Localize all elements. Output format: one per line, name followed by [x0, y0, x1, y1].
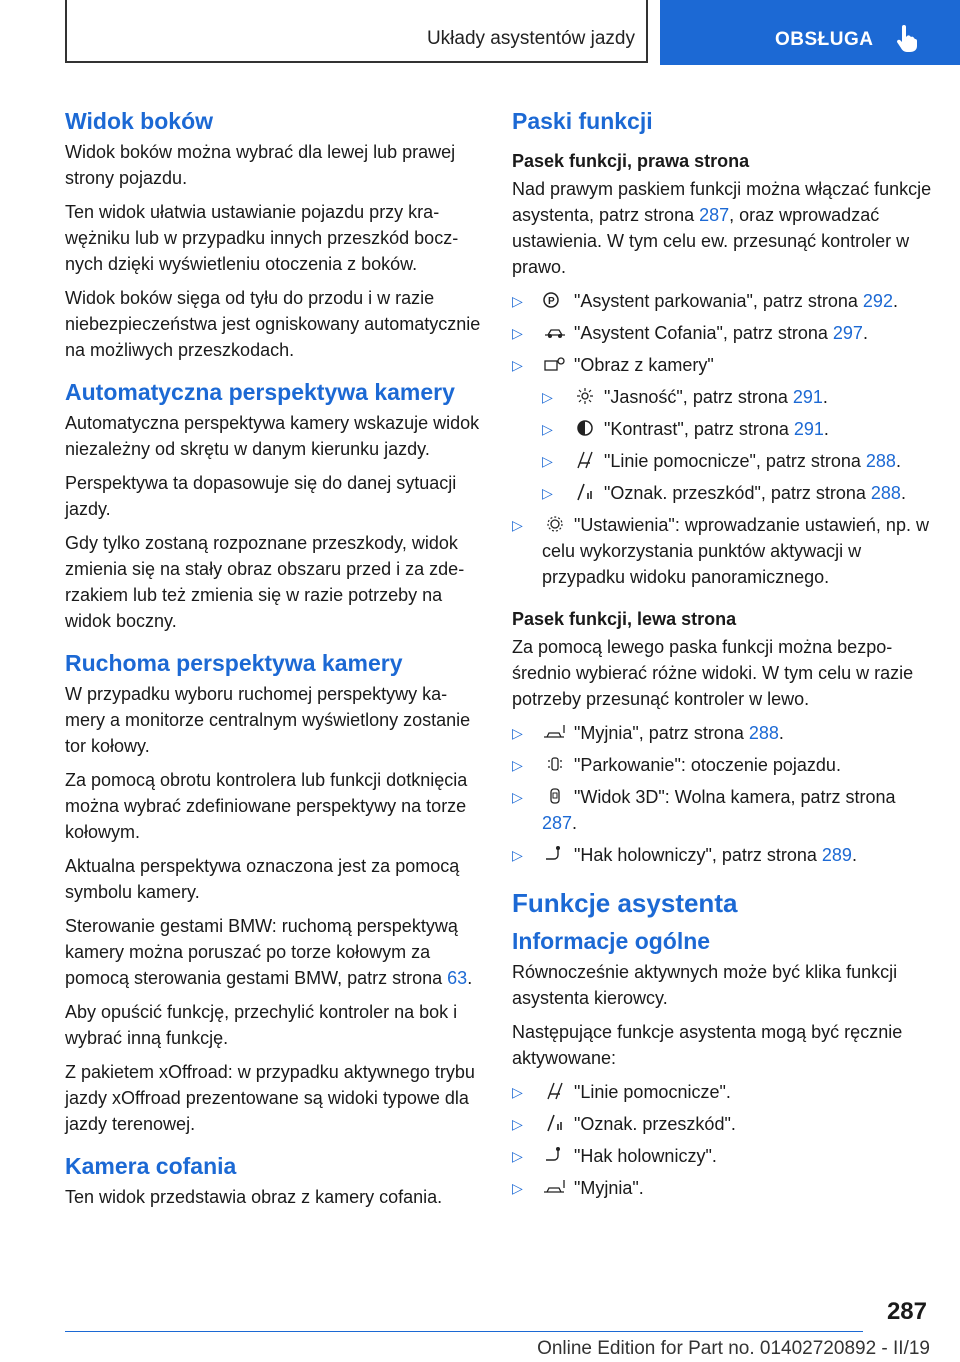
- text: .: [467, 968, 473, 988]
- text: "Obraz z kamery": [574, 355, 714, 375]
- heading-function-bars: Paski funkcji: [512, 108, 653, 134]
- page-link[interactable]: 291: [793, 419, 824, 439]
- bullet-triangle-icon: ▷: [512, 789, 523, 805]
- paragraph: Ten widok ułatwia ustawianie pojazdu przy krawężniku lub w przypadku innych przeszkód bocznych dzięki wyświetleniu otoczenia z boków.: [65, 202, 459, 274]
- text: "Jasność", patrz strona: [604, 387, 793, 407]
- paragraph: Gdy tylko zostaną rozpoznane przeszkody, widok zmienia się na stały obraz obszaru przed i za zderzakiem lub też zmienia się w razie potrzeby na widok boczny.: [65, 533, 465, 631]
- text: "Oznak. przeszkód".: [574, 1114, 736, 1134]
- page-link[interactable]: 297: [832, 323, 863, 343]
- list-item: ▷ "Jasność", patrz strona 291.: [542, 384, 932, 410]
- bullet-triangle-icon: ▷: [512, 1084, 523, 1100]
- text: "Ustawienia": wprowadzanie ustawień, np. w celu wykorzystania punktów aktywacji w przypadku widoku panoramicznego.: [542, 515, 929, 587]
- text: "Kontrast", patrz strona: [604, 419, 794, 439]
- page-link[interactable]: 288: [865, 451, 896, 471]
- parking-view-icon: [542, 754, 568, 772]
- paragraph: Równocześnie aktywnych może być klika funkcji asystenta kierowcy.: [512, 962, 898, 1008]
- text: "Linie pomocnicze".: [574, 1082, 731, 1102]
- list-item: ▷ "Widok 3D": Wolna kamera, patrz strona 287.: [512, 784, 932, 836]
- paragraph: Widok boków sięga od tyłu do przodu i w razie niebezpieczeństwa jest ogniskowany automatycznie na możliwych przeszkodach.: [65, 288, 481, 360]
- subheading-left-bar: Pasek funkcji, lewa strona: [512, 609, 737, 629]
- left-column: [65, 100, 481, 1218]
- paragraph: [512, 176, 932, 280]
- list-item: [512, 1111, 932, 1137]
- text: "Hak holowniczy", patrz strona: [574, 845, 822, 865]
- chapter-tab-label: OBSŁUGA: [775, 29, 874, 50]
- guide-lines-icon: [572, 450, 598, 468]
- list-item: ▷ "Linie pomocnicze", patrz strona 288.: [542, 448, 932, 474]
- paragraph: Ten widok przedstawia obraz z kamery cofania.: [65, 1187, 443, 1207]
- heading-general-info: Informacje ogólne: [512, 928, 711, 954]
- text: "Myjnia".: [574, 1178, 644, 1198]
- list-item: [512, 1175, 932, 1201]
- contrast-icon: [572, 418, 598, 436]
- list-item: ▷ P "Asystent parkowania", patrz strona 292.: [512, 288, 932, 314]
- list-item: ▷ "Oznak. przeszkód", patrz strona 288.: [542, 480, 932, 506]
- paragraph: Z pakietem xOffroad: w przypadku aktywnego trybu jazdy xOffroad prezentowane są widoki typowe dla jazdy terenowej.: [65, 1062, 475, 1134]
- page-link[interactable]: 289: [821, 845, 852, 865]
- list-item: [512, 512, 932, 590]
- section-title: Układy asystentów jazdy: [426, 28, 635, 49]
- hand-pointer-icon: [895, 25, 919, 53]
- bullet-triangle-icon: ▷: [542, 453, 553, 469]
- paragraph: Aby opuścić funkcję, przechylić kontroler na bok i wybrać inną funkcję.: [65, 1002, 458, 1048]
- obstacle-marking-icon: [572, 482, 598, 500]
- text: "Linie pomocnicze", patrz strona: [604, 451, 866, 471]
- bullet-triangle-icon: ▷: [512, 1180, 523, 1196]
- text: "Oznak. przeszkód", patrz strona: [604, 483, 871, 503]
- paragraph: Perspektywa ta dopasowuje się do danej sytuacji jazdy.: [65, 473, 457, 519]
- camera-image-icon: [542, 354, 568, 372]
- brightness-icon: [572, 386, 598, 404]
- bullet-triangle-icon: ▷: [512, 725, 523, 741]
- right-column: [512, 100, 932, 1207]
- edition-footer: Online Edition for Part no. 01402720892 - II/19: [537, 1338, 930, 1359]
- bullet-triangle-icon: ▷: [512, 357, 523, 373]
- text: "Myjnia", patrz strona: [574, 723, 749, 743]
- text: "Hak holowniczy".: [574, 1146, 717, 1166]
- car-wash-icon: [542, 722, 568, 740]
- text: "Asystent parkowania", patrz strona: [574, 291, 863, 311]
- paragraph: [65, 913, 481, 991]
- settings-gear-icon: [542, 514, 568, 532]
- car-wash-icon: [542, 1177, 568, 1195]
- list-item: [512, 752, 932, 778]
- obstacle-marking-icon: [542, 1113, 568, 1131]
- heading-moving-perspective: Ruchoma perspektywa kamery: [65, 650, 403, 676]
- page-number: 287: [886, 1298, 927, 1325]
- page-link[interactable]: 63: [447, 968, 468, 988]
- list-item: ▷ "Myjnia", patrz strona 288.: [512, 720, 932, 746]
- bullet-triangle-icon: ▷: [512, 517, 523, 533]
- text: "Widok 3D": Wolna kamera, patrz strona: [574, 787, 896, 807]
- list-item: ▷ "Asystent Cofania", patrz strona 297.: [512, 320, 932, 346]
- text: "Asystent Cofania", patrz strona: [574, 323, 833, 343]
- paragraph: Za pomocą obrotu kontrolera lub funkcji dotknięcia można wybrać zdefiniowane perspektywy na torze kołowym.: [65, 770, 468, 842]
- heading-rear-camera: Kamera cofania: [65, 1153, 237, 1179]
- paragraph: W przypadku wyboru ruchomej perspektywy kamery a monitorze centralnym wyświetlony zostanie tor kołowy.: [65, 684, 471, 756]
- tow-hitch-icon: [542, 844, 568, 862]
- page-link[interactable]: 287: [542, 813, 573, 833]
- tow-hitch-icon: [542, 1145, 568, 1163]
- heading-side-view: Widok boków: [65, 108, 214, 134]
- heading-auto-perspective: Automatyczna perspektywa kamery: [65, 379, 455, 405]
- paragraph: Aktualna perspektywa oznaczona jest za pomocą symbolu kamery.: [65, 856, 460, 902]
- text: "Parkowanie": otoczenie pojazdu.: [574, 755, 841, 775]
- bullet-triangle-icon: ▷: [542, 389, 553, 405]
- bullet-triangle-icon: ▷: [512, 325, 523, 341]
- paragraph: Automatyczna perspektywa kamery wskazuje widok niezależny od skrętu w danym kierunku jazdy.: [65, 413, 480, 459]
- list-item: [512, 1143, 932, 1169]
- text: , oraz wprowadzać ustawienia. W tym celu ew. przesunąć kontroler w prawo.: [512, 205, 910, 277]
- paragraph: Widok boków można wybrać dla lewej lub prawej strony pojazdu.: [65, 142, 456, 188]
- svg-text:P: P: [548, 296, 555, 307]
- list-item: ▷ "Hak holowniczy", patrz strona 289.: [512, 842, 932, 868]
- bullet-triangle-icon: ▷: [512, 293, 523, 309]
- heading-assistant-functions: Funkcje asystenta: [512, 888, 738, 918]
- bullet-triangle-icon: ▷: [512, 1148, 523, 1164]
- page-link[interactable]: 292: [862, 291, 893, 311]
- page-link[interactable]: 291: [792, 387, 823, 407]
- footer-divider: [65, 1331, 863, 1332]
- text: Nad prawym paskiem funkcji można włączać funkcje asystenta, patrz strona: [512, 179, 932, 225]
- page-link[interactable]: 287: [699, 205, 730, 225]
- parking-assistant-icon: [542, 290, 568, 308]
- list-item: [512, 1079, 932, 1105]
- bullet-triangle-icon: ▷: [542, 421, 553, 437]
- bullet-triangle-icon: ▷: [542, 485, 553, 501]
- subheading-right-bar: Pasek funkcji, prawa strona: [512, 151, 750, 171]
- bullet-triangle-icon: ▷: [512, 757, 523, 773]
- paragraph: Za pomocą lewego paska funkcji można bezpośrednio wybierać różne widoki. W tym celu w razie potrzeby przesunąć kontroler w lewo.: [512, 637, 914, 709]
- view-3d-icon: [542, 786, 568, 804]
- list-item: [512, 352, 932, 378]
- reversing-assistant-icon: [542, 322, 568, 340]
- bullet-triangle-icon: ▷: [512, 847, 523, 863]
- guide-lines-icon: [542, 1081, 568, 1099]
- bullet-triangle-icon: ▷: [512, 1116, 523, 1132]
- list-item: ▷ "Kontrast", patrz strona 291.: [542, 416, 932, 442]
- text: Sterowanie gestami BMW: ruchomą perspektywą kamery można poruszać po torze kołowym za pomocą sterowania gestami BMW, patrz strona: [65, 916, 458, 988]
- paragraph: Następujące funkcje asystenta mogą być ręcznie aktywowane:: [512, 1022, 903, 1068]
- page-link[interactable]: 288: [748, 723, 779, 743]
- page-link[interactable]: 288: [870, 483, 901, 503]
